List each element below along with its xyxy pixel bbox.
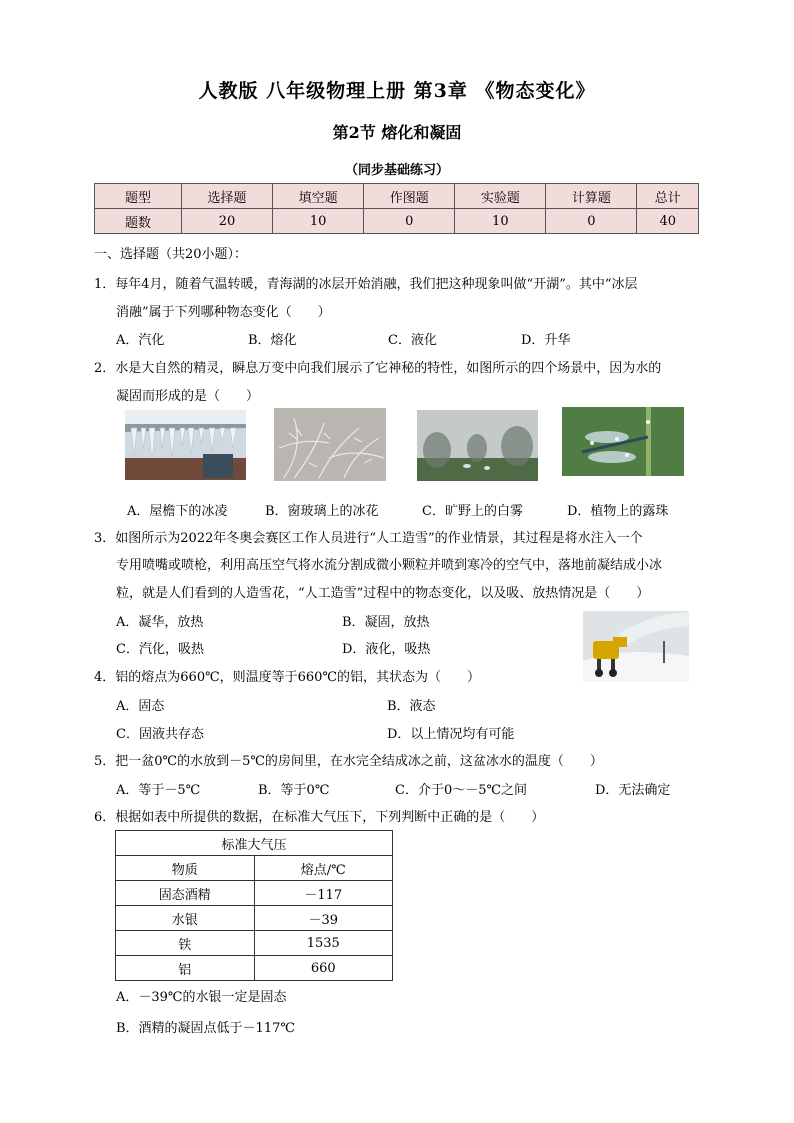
question-5-option-c: C．介于0～－5℃之间 (395, 783, 528, 798)
table-row (116, 931, 393, 956)
question-2-option-c: C．旷野上的白雾 (422, 504, 523, 519)
table-cell: －39 (254, 906, 393, 931)
section-heading: 一、选择题（共20小题）： (94, 247, 248, 262)
question-6-stem: 6．根据如表中所提供的数据，在标准大气压下，下列判断中正确的是（ ） (94, 810, 545, 825)
question-4-option-c: C．固液共存态 (116, 727, 204, 742)
table-header: 物质 (116, 856, 255, 881)
table-cell: 固态酒精 (116, 881, 255, 906)
question-5-option-a: A．等于－5℃ (116, 783, 201, 798)
table-header: 熔点/℃ (254, 856, 393, 881)
question-1-stem-line-2: 消融”属于下列哪种物态变化（ ） (116, 305, 331, 320)
document-title: 人教版 八年级物理上册 第3章 《物态变化》 (198, 80, 596, 102)
window-frost-image (274, 408, 386, 481)
question-1-option-d: D．升华 (521, 333, 571, 348)
question-2-option-d: D．植物上的露珠 (567, 504, 669, 519)
question-3-option-c: C．汽化，吸热 (116, 642, 204, 657)
question-summary-table (94, 183, 699, 234)
question-2-option-a: A．屋檐下的冰凌 (127, 504, 228, 519)
table-row (116, 881, 393, 906)
question-3-option-a: A．凝华，放热 (116, 615, 204, 630)
question-1-option-b: B．熔化 (248, 333, 297, 348)
question-1-stem-line-1: 1．每年4月，随着气温转暖，青海湖的冰层开始消融，我们把这种现象叫做“开湖”。其中“冰层 (94, 277, 638, 292)
table-cell: 10 (455, 209, 546, 234)
table-cell: 实验题 (455, 184, 546, 209)
snow-cannon-image (583, 611, 689, 682)
question-6-option-b: B．酒精的凝固点低于－117℃ (116, 1021, 295, 1036)
white-fog-image (417, 410, 538, 481)
table-caption: 标准大气压 (116, 831, 393, 856)
question-1-option-a: A．汽化 (116, 333, 165, 348)
question-4-option-d: D．以上情况均有可能 (387, 727, 515, 742)
question-6-option-a: A．－39℃的水银一定是固态 (116, 990, 287, 1005)
table-row (116, 956, 393, 981)
table-cell: 填空题 (273, 184, 364, 209)
dew-drops-image (562, 407, 684, 476)
table-cell: 20 (182, 209, 273, 234)
table-row (116, 906, 393, 931)
table-cell: 题型 (95, 184, 182, 209)
table-cell: －117 (254, 881, 393, 906)
question-5-stem: 5．把一盆0℃的水放到－5℃的房间里，在水完全结成冰之前，这盆冰水的温度（ ） (94, 754, 603, 769)
table-cell: 水银 (116, 906, 255, 931)
question-3-stem-line-3: 粒，就是人们看到的人造雪花，“人工造雪”过程中的物态变化，以及吸、放热情况是（ ） (116, 586, 650, 601)
question-5-option-b: B．等于0℃ (258, 783, 330, 798)
question-4-option-a: A．固态 (116, 699, 165, 714)
table-cell: 计算题 (546, 184, 637, 209)
subtitle: （同步基础练习） (344, 163, 449, 178)
question-2-stem-line-2: 凝固而形成的是（ ） (116, 389, 260, 404)
question-3-stem-line-2: 专用喷嘴或喷枪，利用高压空气将水流分割成微小颗粒并喷到寒冷的空气中，落地前凝结成小冰 (116, 558, 663, 573)
table-row (95, 209, 699, 234)
table-cell: 题数 (95, 209, 182, 234)
table-cell: 选择题 (182, 184, 273, 209)
table-cell: 0 (546, 209, 637, 234)
table-cell: 10 (273, 209, 364, 234)
table-cell: 1535 (254, 931, 393, 956)
table-cell: 作图题 (364, 184, 455, 209)
table-cell: 0 (364, 209, 455, 234)
question-2-stem-line-1: 2．水是大自然的精灵，瞬息万变中向我们展示了它神秘的特性，如图所示的四个场景中，因为水的 (94, 361, 662, 376)
table-row (95, 184, 699, 209)
icicles-image (125, 410, 246, 480)
table-cell: 40 (637, 209, 699, 234)
question-2-option-b: B．窗玻璃上的冰花 (265, 504, 379, 519)
melting-point-table (115, 830, 393, 981)
table-cell: 铁 (116, 931, 255, 956)
table-cell: 总计 (637, 184, 699, 209)
question-3-option-b: B．凝固，放热 (342, 615, 430, 630)
question-4-stem: 4．铝的熔点为660℃，则温度等于660℃的铝，其状态为（ ） (94, 670, 480, 685)
table-row (116, 831, 393, 856)
table-cell: 铝 (116, 956, 255, 981)
question-1-option-c: C．液化 (388, 333, 437, 348)
question-3-stem-line-1: 3．如图所示为2022年冬奥会赛区工作人员进行“人工造雪”的作业情景，其过程是将水注入一个 (94, 531, 643, 546)
question-4-option-b: B．液态 (387, 699, 436, 714)
question-5-option-d: D．无法确定 (595, 783, 671, 798)
question-3-option-d: D．液化，吸热 (342, 642, 431, 657)
table-cell: 660 (254, 956, 393, 981)
table-row (116, 856, 393, 881)
section-title: 第2节 熔化和凝固 (332, 123, 462, 142)
